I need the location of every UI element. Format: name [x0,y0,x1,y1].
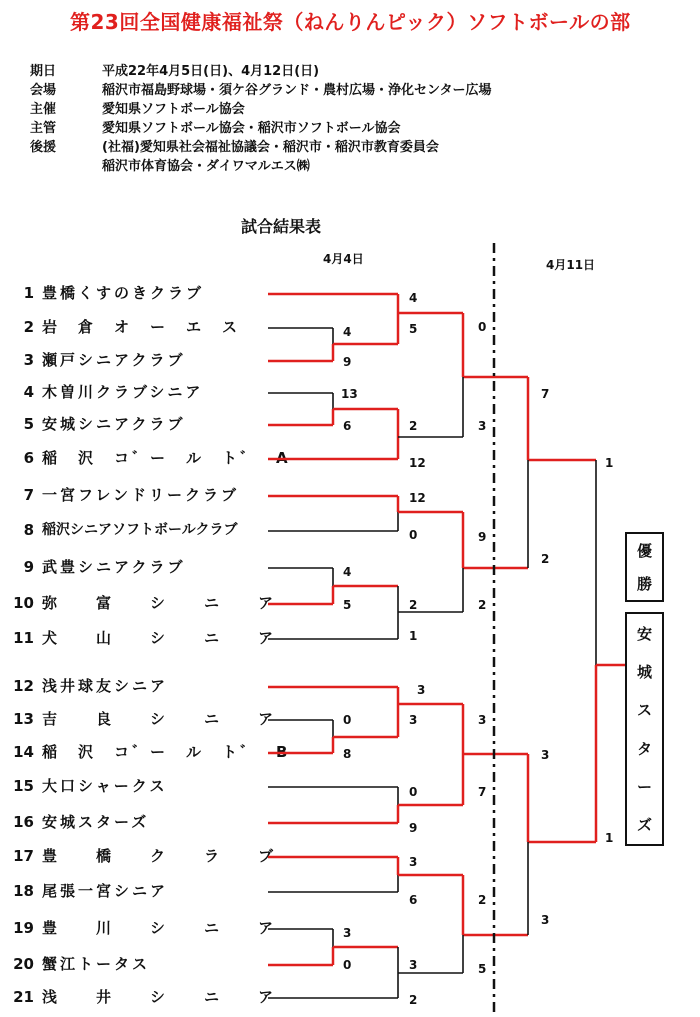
team-number: 21 [13,988,34,1006]
score-label: 2 [409,993,418,1007]
score-label: 0 [409,785,418,799]
team-name: 蟹江トータス [42,955,151,973]
round-date-final: 4月11日 [546,258,596,272]
team-number: 16 [13,813,34,831]
score-label: 0 [343,713,352,727]
team-name: 浅井球友シニア [42,677,169,695]
score-label: 4 [409,291,418,305]
score-label: 8 [343,747,352,761]
score-label: 1 [605,831,614,845]
score-label: 0 [343,958,352,972]
champion-team-char: ー [636,777,652,796]
team-name: 豊橋くすのきクラブ [42,284,205,302]
team-number: 13 [13,710,34,728]
score-label: 12 [409,491,426,505]
score-label: 2 [409,598,418,612]
team-name: 浅 井 シ ニ ア [42,988,277,1006]
team-number: 7 [23,486,34,504]
page-title: 第23回全国健康福祉祭（ねんりんピック）ソフトボールの部 [70,10,631,34]
team-name: 弥 富 シ ニ ア [42,594,277,612]
score-label: 9 [409,821,418,835]
info-value: 稲沢市体育協会・ダイワマルエス㈱ [102,159,310,174]
info-label: 後援 [30,140,57,155]
score-label: 3 [541,913,550,927]
team-number: 6 [23,449,34,467]
team-number: 15 [13,777,34,795]
info-value: 愛知県ソフトボール協会 [102,102,245,117]
champion-team-char: ス [636,701,652,720]
score-label: 9 [343,355,352,369]
team-name: 豊 川 シ ニ ア [42,919,277,937]
team-number: 4 [23,383,34,401]
score-label: 6 [343,419,352,433]
score-label: 0 [409,528,418,542]
team-name: 吉 良 シ ニ ア [42,710,277,728]
champion-team-box [625,612,664,846]
score-label: 13 [341,387,358,401]
champion-label-char: 勝 [636,575,652,593]
score-label: 3 [409,958,418,972]
team-name: 稲沢シニアソフトボールクラブ [42,522,238,538]
team-name: 安城スターズ [42,813,150,831]
team-name: 岩 倉 オ ー エ ス [42,318,241,336]
team-number: 9 [23,558,34,576]
score-label: 9 [478,530,487,544]
round-date-first: 4月4日 [323,252,364,266]
champion-team-char: 安 [636,624,652,643]
team-name: 瀬戸シニアクラブ [42,351,186,369]
team-number: 18 [13,882,34,900]
info-value: 愛知県ソフトボール協会・稲沢市ソフトボール協会 [102,121,401,136]
champion-team-char: ズ [636,816,652,835]
team-name: 木曽川クラブシニア [42,383,204,401]
team-name: 稲 沢 コ゛ー ル ト゛ A [42,449,291,467]
score-label: 2 [409,419,418,433]
team-number: 19 [13,919,34,937]
team-number: 14 [13,743,34,761]
champion-team-char: タ [636,739,652,758]
score-label: 3 [343,926,352,940]
score-label: 7 [478,785,487,799]
score-label: 4 [343,325,352,339]
info-label: 会場 [30,83,57,98]
info-label: 主催 [30,102,57,117]
score-label: 3 [417,683,426,697]
score-label: 3 [409,855,418,869]
score-label: 1 [605,456,614,470]
team-number: 1 [23,284,34,302]
team-number: 5 [23,415,34,433]
score-label: 6 [409,893,418,907]
team-name: 犬 山 シ ニ ア [42,629,277,647]
score-label: 0 [478,320,487,334]
team-number: 11 [13,629,34,647]
team-number: 17 [13,847,34,865]
info-value: (社福)愛知県社会福祉協議会・稲沢市・稲沢市教育委員会 [102,140,439,155]
champion-label-box [625,532,664,602]
info-label: 主管 [30,121,57,136]
score-label: 5 [409,322,418,336]
team-number: 10 [13,594,34,612]
champion-label-char: 優 [636,542,652,560]
team-name: 大口シャークス [42,777,168,795]
team-number: 3 [23,351,34,369]
champion-team-char: 城 [636,662,652,681]
score-label: 3 [541,748,550,762]
score-label: 3 [478,713,487,727]
score-label: 5 [478,962,487,976]
team-name: 武豊シニアクラブ [42,558,186,576]
score-label: 3 [409,713,418,727]
score-label: 5 [343,598,352,612]
team-number: 12 [13,677,34,695]
info-value: 平成22年4月5日(日)、4月12日(日) [102,64,320,79]
team-number: 8 [23,521,34,539]
score-label: 2 [478,598,487,612]
team-number: 20 [13,955,34,973]
score-label: 2 [541,552,550,566]
score-label: 7 [541,387,550,401]
score-label: 12 [409,456,426,470]
results-heading: 試合結果表 [241,217,322,236]
score-label: 2 [478,893,487,907]
team-name: 稲 沢 コ゛ー ル ト゛ B [42,743,291,761]
info-value: 稲沢市福島野球場・須ケ谷グランド・農村広場・浄化センター広場 [102,83,492,98]
score-label: 4 [343,565,352,579]
info-label: 期日 [30,64,57,79]
team-name: 豊 橋 ク ラ ブ [42,847,277,865]
team-name: 尾張一宮シニア [42,882,169,900]
team-name: 一宮フレンドリークラブ [42,486,240,504]
score-label: 1 [409,629,418,643]
team-name: 安城シニアクラブ [42,415,186,433]
score-label: 3 [478,419,487,433]
team-number: 2 [23,318,34,336]
